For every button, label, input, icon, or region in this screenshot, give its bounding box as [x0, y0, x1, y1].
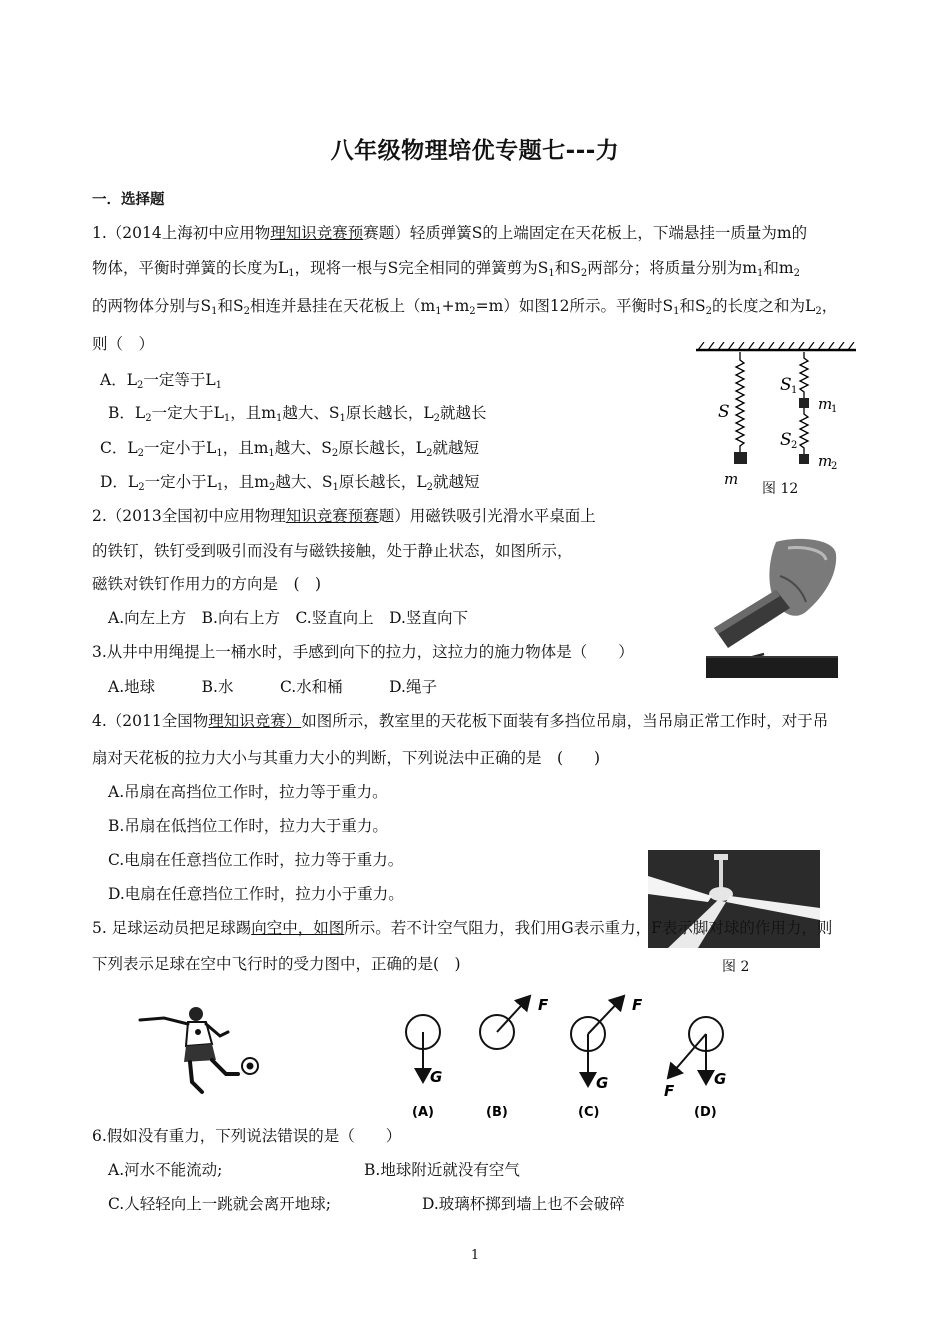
- q4-line-1: [92, 711, 828, 731]
- q6-option-b: B.地球附近就没有空气: [364, 1161, 520, 1179]
- page-title: 八年级物理培优专题七---力: [330, 138, 620, 164]
- label-m1: m: [818, 395, 833, 413]
- fan-mount: [714, 854, 728, 860]
- q1-option-d: [100, 472, 480, 498]
- subscript: 2: [815, 306, 822, 317]
- subscript: 1: [275, 413, 283, 424]
- page-number: 1: [470, 1248, 480, 1263]
- q1-text: 的长度之和为L: [712, 297, 816, 315]
- label-g: G: [430, 1068, 443, 1086]
- q1-option-a: [100, 370, 222, 396]
- opt-text: ，且m: [223, 473, 269, 491]
- opt-text: C．L: [100, 439, 138, 457]
- opt-text: 一定等于L: [143, 371, 216, 389]
- q6-option-d: D.玻璃杯掷到墙上也不会破碎: [422, 1195, 625, 1213]
- mass-m: [734, 452, 747, 464]
- subscript: 1: [215, 380, 223, 391]
- subscript: 1: [268, 448, 275, 459]
- q4-option-b: B.吊扇在低挡位工作时，拉力大于重力。: [108, 817, 388, 835]
- q1-text: +m: [441, 297, 470, 315]
- q1-text: ，: [821, 297, 838, 315]
- q2-options: A.向左上方 B.向右上方 C.竖直向上 D.竖直向下: [108, 609, 468, 627]
- figure-12-caption: 图 12: [762, 481, 799, 497]
- subscript: 1: [548, 268, 555, 279]
- opt-text: 原长越长，L: [338, 473, 427, 491]
- q4-option-c: C.电扇在任意挡位工作时，拉力等于重力。: [108, 851, 404, 869]
- subscript: 1: [288, 268, 295, 279]
- label-m2: m: [818, 452, 833, 470]
- q5-underlined-text: 向空中，如图: [251, 919, 345, 937]
- q4-option-a: A.吊扇在高挡位工作时，拉力等于重力。: [108, 783, 388, 801]
- player-leg-left: [190, 1062, 202, 1092]
- opt-text: 越大、S: [282, 404, 340, 422]
- q5-line-2: 下列表示足球在空中飞行时的受力图中，正确的是( ): [92, 955, 461, 973]
- spring-s1: [800, 352, 808, 398]
- label-s1-sub: 1: [791, 385, 798, 396]
- subscript: 1: [339, 413, 346, 424]
- label-b: (B): [486, 1105, 508, 1120]
- q6-option-a: A.河水不能流动;: [108, 1161, 223, 1179]
- q1-text: 和S: [679, 297, 706, 315]
- subscript: 2: [793, 268, 800, 279]
- opt-text: 越大、S: [274, 439, 332, 457]
- subscript: 2: [426, 448, 433, 459]
- q2-line-3: 磁铁对铁钉作用力的方向是 ( ): [92, 575, 322, 593]
- mass-m1: [799, 398, 809, 408]
- q5-text: 5. 足球运动员把足球踢: [92, 919, 252, 937]
- q2-text: 2.（2013全国初中应用物理: [92, 507, 286, 525]
- q1-text: 和S: [217, 297, 244, 315]
- soccer-player-figure: [136, 1002, 268, 1096]
- figure-2-caption: 图 2: [722, 959, 750, 975]
- opt-text: D．L: [100, 473, 139, 491]
- q5-text: 所示。若不计空气阻力，我们用G表示重力，F表示脚对球的作用力，则: [344, 919, 833, 937]
- q4-line-2: 扇对天花板的拉力大小与其重力大小的判断，下列说法中正确的是 ( ): [92, 749, 601, 767]
- subscript: 2: [268, 482, 276, 493]
- opt-text: 一定小于L: [144, 439, 217, 457]
- q6-line-1: 6.假如没有重力，下列说法错误的是（ ）: [92, 1127, 402, 1145]
- opt-text: ，且m: [230, 404, 276, 422]
- label-s: S: [718, 402, 730, 422]
- q1-line-4: 则（ ）: [92, 335, 155, 353]
- force-diagrams: [398, 986, 743, 1124]
- q1-line-1: [92, 223, 807, 243]
- mass-m2: [799, 454, 809, 464]
- subscript: 1: [216, 448, 223, 459]
- q1-text: 和S: [554, 259, 581, 277]
- q1-text: 赛题）轻质弹簧S的上端固定在天花板上，下端悬挂一质量为m的: [363, 224, 808, 242]
- subscript: 2: [580, 268, 588, 279]
- opt-text: 就越短: [432, 439, 479, 457]
- label-s2-sub: 2: [791, 440, 798, 451]
- subscript: 2: [705, 306, 713, 317]
- subscript: 2: [243, 306, 250, 317]
- subscript: 2: [433, 413, 440, 424]
- spring-s2: [800, 408, 808, 454]
- q1-text: 的两物体分别与S: [92, 297, 212, 315]
- q1-text: ，现将一根与S完全相同的弹簧剪为S: [294, 259, 549, 277]
- q3-line-1: 3.从井中用绳提上一桶水时，手感到向下的拉力，这拉力的施力物体是（ ）: [92, 643, 634, 661]
- subscript: 1: [435, 306, 442, 317]
- opt-text: ，且m: [222, 439, 269, 457]
- diagram-c: [571, 996, 643, 1120]
- opt-text: 一定大于L: [151, 404, 224, 422]
- fan-rod: [719, 860, 723, 888]
- label-d: (D): [694, 1105, 717, 1120]
- opt-text: 原长越长，L: [338, 439, 427, 457]
- subscript: 1: [216, 482, 224, 493]
- q1-text: 和m: [763, 259, 794, 277]
- magnet-photo: [706, 536, 838, 678]
- subscript: 1: [211, 306, 218, 317]
- q1-underlined-text: 理知识竞赛预: [270, 224, 364, 242]
- q2-line-2: 的铁钉，铁钉受到吸引而没有与磁铁接触，处于静止状态，如图所示，: [92, 542, 573, 560]
- section-heading: 一．选择题: [92, 192, 165, 208]
- q1-option-b: [108, 403, 487, 429]
- label-g: G: [714, 1070, 727, 1088]
- opt-text: 就越短: [433, 473, 480, 491]
- opt-text: B．L: [108, 404, 146, 422]
- label-m2-sub: 2: [831, 461, 838, 472]
- diagram-a: [406, 1015, 442, 1120]
- subscript: 1: [223, 413, 231, 424]
- subscript: 1: [757, 268, 764, 279]
- label-f: F: [632, 996, 643, 1014]
- q1-text: 两部分；将质量分别为m: [587, 259, 757, 277]
- player-leg-right: [212, 1060, 238, 1074]
- label-s1: S: [780, 375, 792, 395]
- q2-underlined-text: 知识竞赛预赛: [285, 507, 379, 525]
- subscript: 2: [137, 380, 144, 391]
- q1-option-c: [100, 438, 479, 464]
- q1-text: 1.（2014上海初中应用物: [92, 224, 271, 242]
- label-m1-sub: 1: [831, 404, 838, 415]
- label-g: G: [596, 1074, 609, 1092]
- subscript: 1: [673, 306, 680, 317]
- opt-text: A．L: [100, 371, 137, 389]
- opt-text: 越大、S: [275, 473, 333, 491]
- opt-text: 一定小于L: [144, 473, 217, 491]
- table-surface: [706, 656, 838, 678]
- label-s2: S: [780, 430, 792, 450]
- q6-option-c: C.人轻轻向上一跳就会离开地球;: [108, 1195, 331, 1213]
- q5-line-1: [92, 918, 832, 938]
- diagram-b: [480, 996, 549, 1120]
- label-c: (C): [578, 1105, 600, 1120]
- subscript: 2: [426, 482, 434, 493]
- subscript: 2: [469, 306, 476, 317]
- player-head: [189, 1007, 203, 1021]
- label-f: F: [538, 996, 549, 1014]
- diagram-d: [664, 1017, 726, 1120]
- label-a: (A): [412, 1105, 434, 1120]
- subscript: 2: [137, 448, 145, 459]
- q2-text: 题）用磁铁吸引光滑水平桌面上: [378, 507, 596, 525]
- subscript: 2: [331, 448, 339, 459]
- spring-s: [736, 352, 744, 452]
- q1-text: 相连并悬挂在天花板上（m: [250, 297, 436, 315]
- q4-text: 如图所示，教室里的天花板下面装有多挡位吊扇，当吊扇正常工作时，对于吊: [301, 712, 829, 730]
- q4-underlined-text: 理知识竞赛）: [208, 712, 302, 730]
- q3-options: A.地球 B.水 C.水和桶 D.绳子: [108, 678, 437, 696]
- subscript: 1: [332, 482, 339, 493]
- q1-line-3: [92, 296, 837, 322]
- opt-text: 原长越长，L: [345, 404, 434, 422]
- subscript: 2: [145, 413, 152, 424]
- q4-text: 4.（2011全国物: [92, 712, 209, 730]
- label-f: F: [664, 1082, 675, 1100]
- q1-text: =m）如图12所示。平衡时S: [475, 297, 674, 315]
- player-arm-left: [140, 1018, 188, 1024]
- label-m: m: [724, 470, 739, 488]
- subscript: 2: [138, 482, 145, 493]
- q1-text: 物体，平衡时弹簧的长度为L: [92, 259, 289, 277]
- q2-line-1: [92, 506, 596, 526]
- q4-option-d: D.电扇在任意挡位工作时，拉力小于重力。: [108, 885, 404, 903]
- opt-text: 就越长: [439, 404, 487, 422]
- q1-line-2: [92, 258, 800, 284]
